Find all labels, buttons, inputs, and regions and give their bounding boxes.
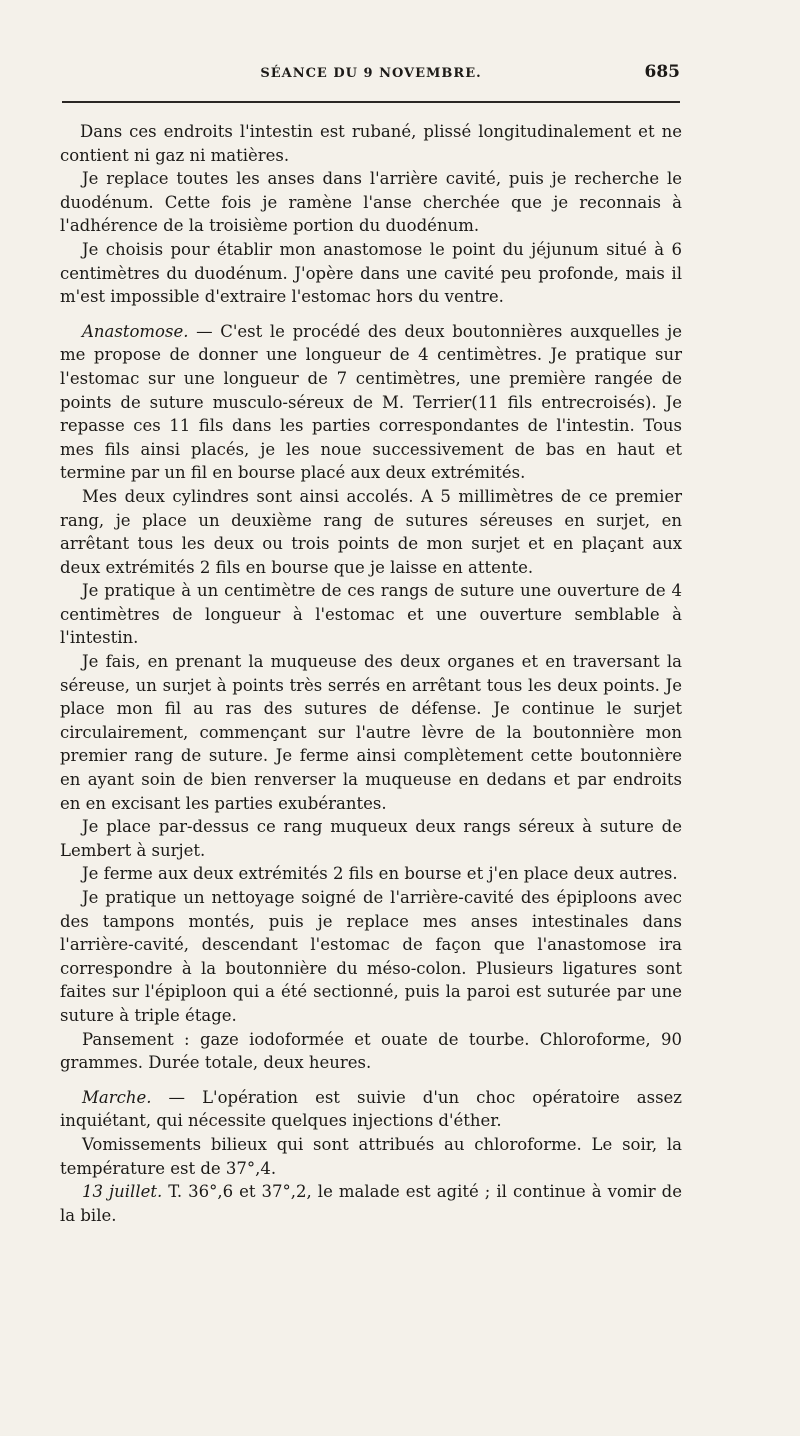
section-lead: Anastomose. bbox=[82, 321, 189, 341]
paragraph bbox=[60, 886, 682, 1028]
running-head bbox=[62, 62, 680, 90]
paragraph-text: T. 36°,6 et 37°,2, le malade est agité ; il continue à vomir de la bile. bbox=[60, 1182, 682, 1225]
paragraph-text: Je replace toutes les anses dans l'arrière cavité, puis je recherche le duodénum. Cette fois je ramène l'anse cherchée que je reconnais à l'adhérence de la troisième portion du duodénum. bbox=[60, 169, 682, 236]
paragraph-text: Je ferme aux deux extrémités 2 fils en bourse et j'en place deux autres. bbox=[82, 864, 678, 884]
paragraph-text: — L'opération est suivie d'un choc opératoire assez inquiétant, qui nécessite quelques injections d'éther. bbox=[60, 1087, 682, 1131]
paragraph bbox=[60, 862, 682, 886]
paragraph bbox=[60, 167, 682, 238]
page-number: 685 bbox=[644, 62, 680, 82]
entry-date: 13 juillet. bbox=[82, 1182, 163, 1202]
paragraph-text: Dans ces endroits l'intestin est rubané, plissé longitudinalement et ne contient ni gaz ni matières. bbox=[60, 122, 682, 165]
paragraph bbox=[60, 1180, 682, 1227]
running-title: SÉANCE DU 9 NOVEMBRE. bbox=[260, 66, 482, 81]
paragraph bbox=[60, 120, 682, 167]
paragraph-text: Je pratique un nettoyage soigné de l'arrière-cavité des épiploons avec des tampons montés, puis je replace mes anses intestinales dans l'arrière-cavité, descendant l'estomac de façon que l'anastomose ira correspondre à la boutonnière du méso-colon. Plusieurs ligatures sont faites sur l'épiploon qui a été sectionné, puis la paroi est suturée par une suture à triple étage. bbox=[60, 888, 682, 1025]
paragraph bbox=[60, 485, 682, 579]
paragraph-text: Mes deux cylindres sont ainsi accolés. A 5 millimètres de ce premier rang, je place un deuxième rang de sutures séreuses en surjet, en arrêtant tous les deux ou trois points de mon surjet et en plaçant aux deux extrémités 2 fils en bourse que je laisse en attente. bbox=[60, 486, 682, 577]
paragraph bbox=[60, 320, 682, 485]
header-rule bbox=[62, 101, 680, 103]
paragraph-text: — C'est le procédé des deux boutonnières auxquelles je me propose de donner une longueur de 4 centimètres. Je pratique sur l'estomac sur une longueur de 7 centimètres, une première rangée de points de suture musculo-séreux de M. Terrier(11 fils entrecroisés). Je repasse ces 11 fils dans les parties correspondantes de l'intestin. Tous mes fils ainsi placés, je les noue successivement de bas en haut et termine par un fil en bourse placé aux deux extrémités. bbox=[60, 321, 682, 483]
paragraph-text: Je pratique à un centimètre de ces rangs de suture une ouverture de 4 centimètres de longueur à l'estomac et une ouverture semblable à l'intestin. bbox=[60, 581, 682, 648]
section-lead: Marche. bbox=[82, 1087, 152, 1107]
paragraph-text: Je place par-dessus ce rang muqueux deux rangs séreux à suture de Lembert à surjet. bbox=[60, 817, 682, 860]
body-text bbox=[60, 120, 682, 1227]
paragraph bbox=[60, 1086, 682, 1133]
paragraph bbox=[60, 1028, 682, 1075]
paragraph bbox=[60, 815, 682, 862]
paragraph bbox=[60, 579, 682, 650]
paragraph-text: Je choisis pour établir mon anastomose le point du jéjunum situé à 6 centimètres du duodénum. J'opère dans une cavité peu profonde, mais il m'est impossible d'extraire l'estomac hors du ventre. bbox=[60, 239, 682, 307]
paragraph bbox=[60, 238, 682, 309]
paragraph-text: Je fais, en prenant la muqueuse des deux organes et en traversant la séreuse, un surjet à points très serrés en arrêtant tous les deux points. Je place mon fil au ras des sutures de défense. Je continue le surjet circulairement, commençant sur l'autre lèvre de la boutonnière mon premier rang de suture. Je ferme ainsi complètement cette boutonnière en ayant soin de bien renverser la muqueuse en dedans et par endroits en en excisant les parties exubérantes. bbox=[60, 652, 682, 813]
paragraph bbox=[60, 1133, 682, 1180]
paragraph-text: Vomissements bilieux qui sont attribués au chloroforme. Le soir, la température est de 37°,4. bbox=[60, 1134, 682, 1178]
paragraph-text: Pansement : gaze iodoformée et ouate de tourbe. Chloroforme, 90 grammes. Durée totale, deux heures. bbox=[60, 1029, 682, 1073]
paragraph bbox=[60, 650, 682, 815]
